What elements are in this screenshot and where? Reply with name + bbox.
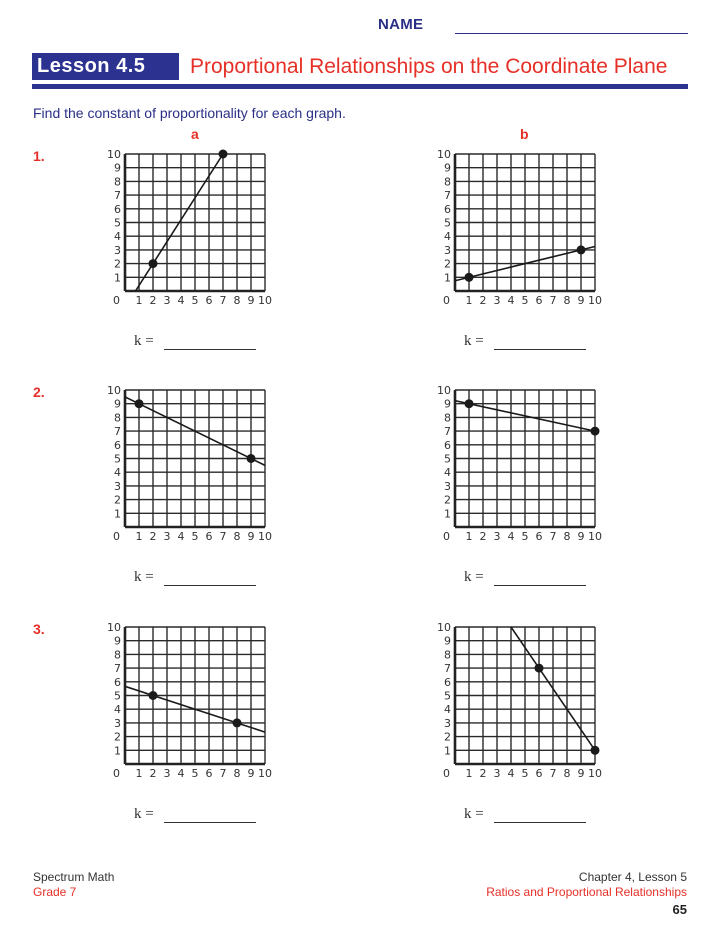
coordinate-grid — [437, 384, 602, 543]
page-number: 65 — [672, 902, 687, 917]
data-point — [591, 746, 600, 755]
x-tick-label: 6 — [535, 294, 543, 307]
x-tick-label: 2 — [149, 294, 157, 307]
x-tick-label: 1 — [135, 294, 143, 307]
y-tick-label: 4 — [444, 466, 451, 480]
x-tick-label: 0 — [443, 294, 450, 307]
y-tick-label: 1 — [444, 507, 451, 521]
y-tick-label: 7 — [444, 662, 451, 676]
x-tick-label: 1 — [135, 530, 143, 543]
y-tick-label: 2 — [444, 257, 451, 271]
k-label: k = — [134, 333, 154, 349]
x-tick-label: 1 — [465, 294, 473, 307]
name-field[interactable] — [378, 16, 688, 36]
x-tick-label: 5 — [521, 767, 529, 780]
k-label: k = — [464, 333, 484, 349]
y-tick-label: 4 — [114, 230, 121, 244]
x-tick-label: 9 — [247, 294, 255, 307]
y-tick-label: 9 — [444, 397, 451, 411]
y-tick-label: 3 — [444, 479, 451, 493]
data-point — [149, 259, 158, 268]
data-point — [535, 664, 544, 673]
coordinate-grid — [437, 621, 602, 780]
y-tick-label: 9 — [114, 634, 121, 648]
y-tick-label: 4 — [114, 466, 121, 480]
data-point — [465, 273, 474, 282]
x-tick-label: 3 — [163, 294, 171, 307]
x-tick-label: 4 — [177, 530, 185, 543]
y-tick-label: 9 — [114, 397, 121, 411]
x-tick-label: 5 — [191, 294, 199, 307]
x-tick-label: 8 — [563, 530, 571, 543]
x-tick-label: 5 — [521, 530, 529, 543]
lesson-title: Proportional Relationships on the Coordinate Plane — [190, 55, 668, 78]
x-tick-label: 7 — [219, 530, 227, 543]
answer-1a[interactable] — [134, 333, 264, 353]
y-tick-label: 10 — [107, 621, 121, 634]
footer-right — [486, 870, 687, 917]
y-tick-label: 2 — [114, 257, 121, 271]
answer-blank-2b[interactable] — [494, 585, 586, 586]
footer-left — [33, 870, 114, 900]
y-tick-label: 3 — [444, 716, 451, 730]
x-tick-label: 0 — [443, 530, 450, 543]
footer-series: Spectrum Math — [33, 870, 115, 884]
x-tick-label: 2 — [479, 767, 487, 780]
y-tick-label: 5 — [444, 689, 451, 703]
x-tick-label: 6 — [535, 767, 543, 780]
y-tick-label: 4 — [444, 703, 451, 717]
y-tick-label: 2 — [444, 493, 451, 507]
y-tick-label: 1 — [114, 744, 121, 758]
data-point — [149, 691, 158, 700]
x-tick-label: 9 — [577, 767, 585, 780]
problem-number-2: 2. — [33, 384, 45, 400]
x-tick-label: 3 — [493, 530, 501, 543]
data-point — [577, 245, 586, 254]
y-tick-label: 8 — [114, 648, 121, 662]
data-point — [465, 399, 474, 408]
y-tick-label: 10 — [107, 148, 121, 161]
x-tick-label: 0 — [443, 767, 450, 780]
y-tick-label: 9 — [444, 161, 451, 175]
name-blank-line[interactable] — [455, 33, 688, 34]
answer-2a[interactable] — [134, 569, 264, 589]
x-tick-label: 3 — [163, 767, 171, 780]
x-tick-label: 1 — [465, 530, 473, 543]
x-tick-label: 1 — [465, 767, 473, 780]
y-tick-label: 1 — [114, 271, 121, 285]
y-tick-label: 10 — [107, 384, 121, 397]
y-tick-label: 2 — [444, 730, 451, 744]
y-tick-label: 4 — [114, 703, 121, 717]
y-tick-label: 8 — [444, 648, 451, 662]
x-tick-label: 5 — [521, 294, 529, 307]
x-tick-label: 4 — [177, 294, 185, 307]
y-tick-label: 7 — [114, 425, 121, 439]
x-tick-label: 6 — [205, 294, 213, 307]
x-tick-label: 10 — [258, 767, 272, 780]
y-tick-label: 5 — [444, 216, 451, 230]
graph-3a — [107, 621, 272, 780]
x-tick-label: 7 — [219, 294, 227, 307]
y-tick-label: 6 — [444, 202, 451, 216]
x-tick-label: 4 — [507, 530, 515, 543]
x-tick-label: 3 — [493, 767, 501, 780]
y-tick-label: 1 — [444, 744, 451, 758]
x-tick-label: 10 — [588, 767, 602, 780]
k-label: k = — [134, 806, 154, 822]
data-point — [247, 454, 256, 463]
x-tick-label: 7 — [549, 767, 557, 780]
y-tick-label: 1 — [444, 271, 451, 285]
x-tick-label: 0 — [113, 294, 120, 307]
lesson-badge: Lesson 4.5 — [32, 53, 179, 80]
x-tick-label: 8 — [233, 767, 241, 780]
x-tick-label: 5 — [191, 767, 199, 780]
y-tick-label: 9 — [444, 634, 451, 648]
x-tick-label: 2 — [479, 530, 487, 543]
y-tick-label: 2 — [114, 493, 121, 507]
x-tick-label: 7 — [219, 767, 227, 780]
footer-chapter: Chapter 4, Lesson 5 — [578, 870, 687, 884]
x-tick-label: 6 — [535, 530, 543, 543]
x-tick-label: 6 — [205, 530, 213, 543]
x-tick-label: 8 — [563, 767, 571, 780]
x-tick-label: 8 — [233, 294, 241, 307]
answer-blank-3b[interactable] — [494, 822, 586, 823]
x-tick-label: 9 — [247, 530, 255, 543]
y-tick-label: 5 — [114, 689, 121, 703]
answer-1b[interactable] — [464, 333, 594, 353]
data-point — [591, 427, 600, 436]
y-tick-label: 5 — [114, 216, 121, 230]
x-tick-label: 3 — [163, 530, 171, 543]
column-label-b: b — [520, 126, 529, 142]
answer-3a[interactable] — [134, 806, 264, 826]
x-tick-label: 10 — [588, 530, 602, 543]
x-tick-label: 9 — [577, 294, 585, 307]
k-label: k = — [134, 569, 154, 585]
footer-grade: Grade 7 — [33, 885, 77, 899]
y-tick-label: 10 — [437, 148, 451, 161]
x-tick-label: 4 — [507, 767, 515, 780]
x-tick-label: 6 — [205, 767, 213, 780]
x-tick-label: 4 — [507, 294, 515, 307]
problem-number-1: 1. — [33, 148, 45, 164]
y-tick-label: 6 — [114, 675, 121, 689]
y-tick-label: 8 — [444, 175, 451, 189]
k-label: k = — [464, 806, 484, 822]
y-tick-label: 3 — [114, 716, 121, 730]
graph-2b — [437, 384, 602, 543]
x-tick-label: 3 — [493, 294, 501, 307]
x-tick-label: 7 — [549, 294, 557, 307]
coordinate-grid — [107, 384, 272, 543]
y-tick-label: 6 — [114, 438, 121, 452]
y-tick-label: 2 — [114, 730, 121, 744]
x-tick-label: 0 — [113, 767, 120, 780]
graph-1b — [437, 148, 602, 307]
y-tick-label: 3 — [114, 479, 121, 493]
header-divider — [32, 84, 688, 89]
x-tick-label: 2 — [479, 294, 487, 307]
y-tick-label: 6 — [114, 202, 121, 216]
answer-blank-1b[interactable] — [494, 349, 586, 350]
x-tick-label: 10 — [588, 294, 602, 307]
x-tick-label: 9 — [247, 767, 255, 780]
y-tick-label: 3 — [444, 243, 451, 257]
x-tick-label: 2 — [149, 530, 157, 543]
y-tick-label: 5 — [444, 452, 451, 466]
x-tick-label: 7 — [549, 530, 557, 543]
x-tick-label: 1 — [135, 767, 143, 780]
y-tick-label: 6 — [444, 675, 451, 689]
answer-2b[interactable] — [464, 569, 594, 589]
x-tick-label: 10 — [258, 530, 272, 543]
graph-2a — [107, 384, 272, 543]
y-tick-label: 3 — [114, 243, 121, 257]
k-label: k = — [464, 569, 484, 585]
x-tick-label: 8 — [233, 530, 241, 543]
data-point — [233, 718, 242, 727]
y-tick-label: 10 — [437, 621, 451, 634]
instructions: Find the constant of proportionality for each graph. — [33, 105, 346, 121]
coordinate-grid — [107, 621, 272, 780]
y-tick-label: 8 — [114, 175, 121, 189]
x-tick-label: 9 — [577, 530, 585, 543]
column-label-a: a — [191, 126, 199, 142]
data-point — [219, 150, 228, 159]
y-tick-label: 4 — [444, 230, 451, 244]
x-tick-label: 2 — [149, 767, 157, 780]
name-label: NAME — [378, 16, 424, 33]
data-point — [135, 399, 144, 408]
y-tick-label: 6 — [444, 438, 451, 452]
y-tick-label: 7 — [114, 189, 121, 203]
x-tick-label: 8 — [563, 294, 571, 307]
y-tick-label: 8 — [114, 411, 121, 425]
x-tick-label: 0 — [113, 530, 120, 543]
y-tick-label: 8 — [444, 411, 451, 425]
answer-blank-2a[interactable] — [164, 585, 256, 586]
x-tick-label: 10 — [258, 294, 272, 307]
y-tick-label: 1 — [114, 507, 121, 521]
answer-blank-3a[interactable] — [164, 822, 256, 823]
answer-3b[interactable] — [464, 806, 594, 826]
y-tick-label: 7 — [444, 425, 451, 439]
graph-3b — [437, 621, 602, 780]
problem-number-3: 3. — [33, 621, 45, 637]
x-tick-label: 5 — [191, 530, 199, 543]
graph-1a — [107, 148, 272, 307]
y-tick-label: 9 — [114, 161, 121, 175]
coordinate-grid — [107, 148, 272, 307]
answer-blank-1a[interactable] — [164, 349, 256, 350]
x-tick-label: 4 — [177, 767, 185, 780]
y-tick-label: 7 — [114, 662, 121, 676]
footer-topic: Ratios and Proportional Relationships — [486, 885, 687, 899]
coordinate-grid — [437, 148, 602, 307]
y-tick-label: 10 — [437, 384, 451, 397]
y-tick-label: 7 — [444, 189, 451, 203]
y-tick-label: 5 — [114, 452, 121, 466]
